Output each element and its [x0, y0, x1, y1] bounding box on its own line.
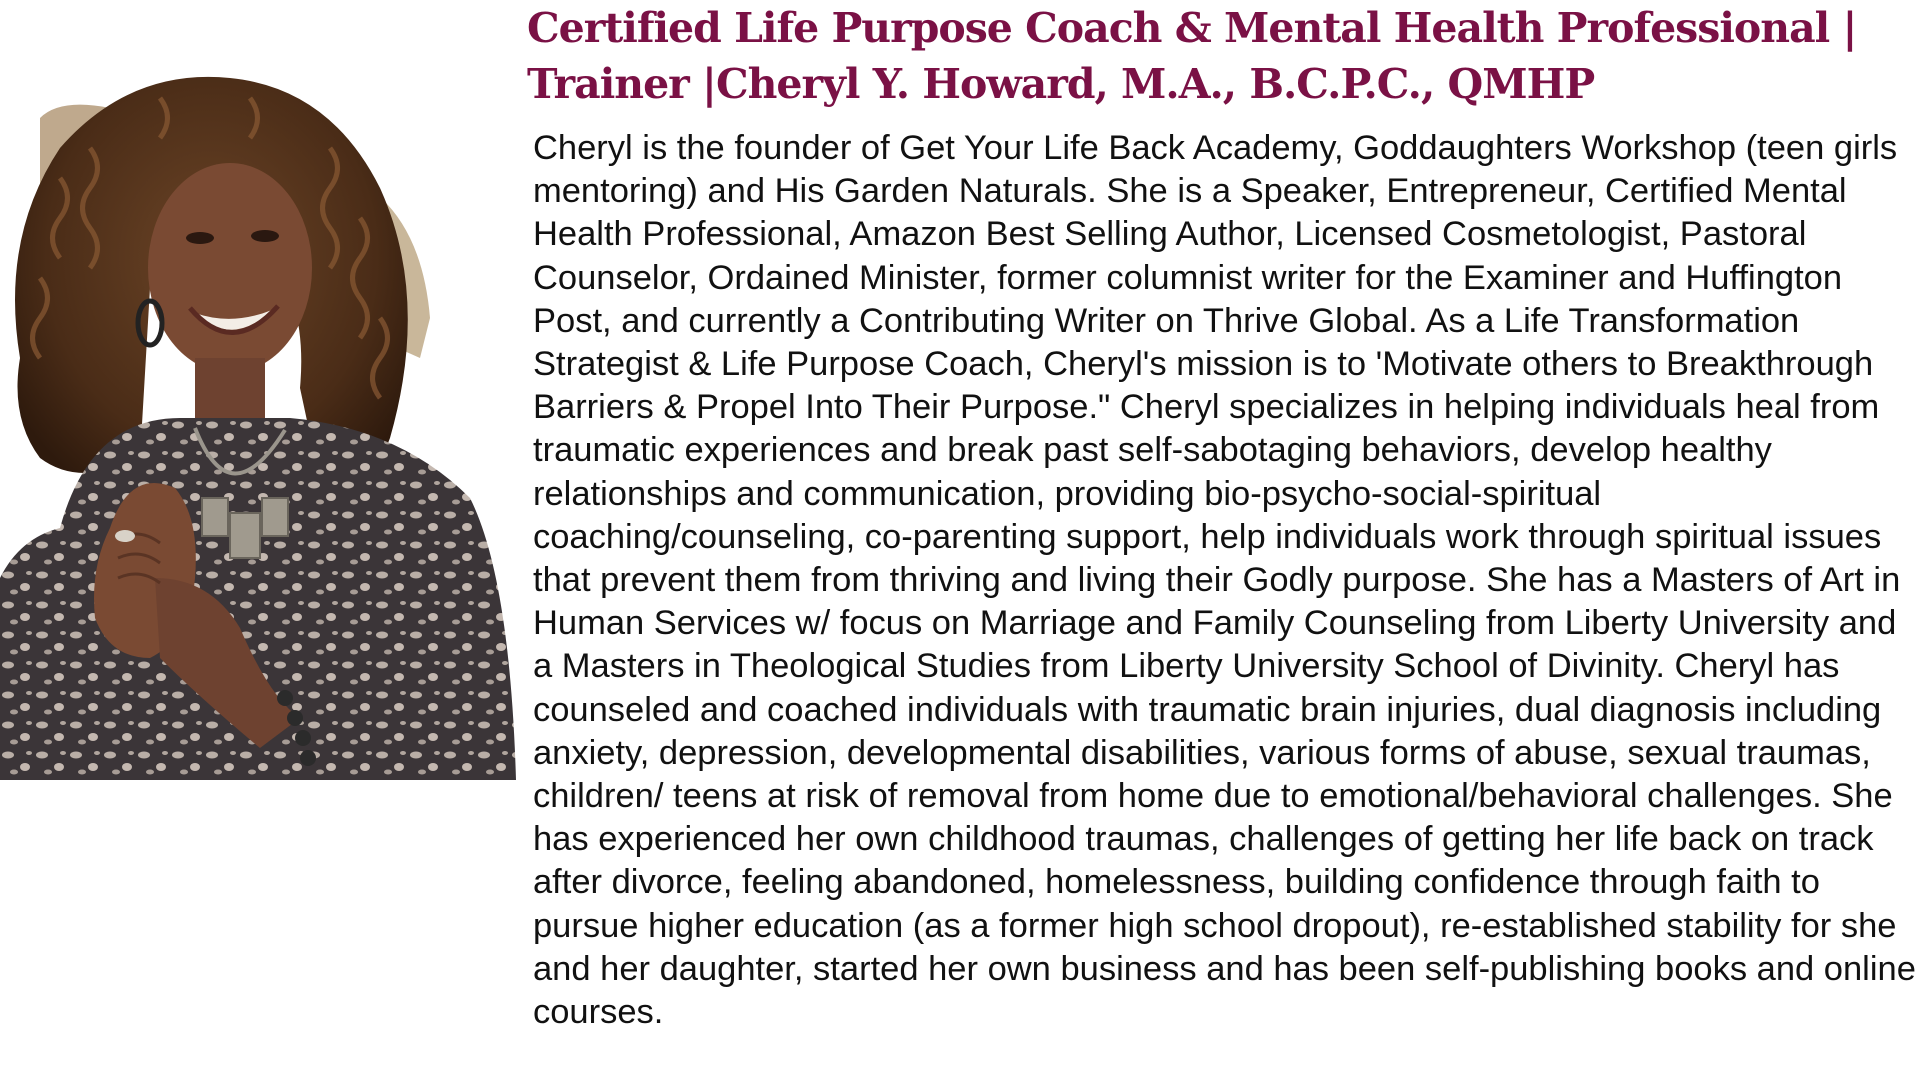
page-title — [527, 0, 1907, 112]
portrait-illustration — [0, 58, 516, 780]
bio-paragraph: Cheryl is the founder of Get Your Life Back Academy, Goddaughters Workshop (teen girls mentoring) and His Garden Naturals. She is a Speaker, Entrepreneur, Certified Mental Health Professional, Amazon Best Selling Author, Licensed Cosmetologist, Pastoral Counselor, Ordained Minister, former columnist writer for the Examiner and Huffington Post, and currently a Contributing Writer on Thrive Global. As a Life Transformation Strategist & Life Purpose Coach, Cheryl's mission is to 'Motivate others to Breakthrough Barriers & Propel Into Their Purpose." Cheryl specializes in helping individuals heal from traumatic experiences and break past self-sabotaging behaviors, develop healthy relationships and communication, providing bio-psycho-social-spiritual coaching/counseling, co-parenting support, help individuals work through spiritual issues that prevent them from thriving and living their Godly purpose. She has a Masters of Art in Human Services w/ focus on Marriage and Family Counseling from Liberty University and a Masters in Theological Studies from Liberty University School of Divinity. Cheryl has counseled and coached individuals with traumatic brain injuries, dual diagnosis including anxiety, depression, developmental disabilities, various forms of abuse, sexual traumas, children/ teens at risk of removal from home due to emotional/behavioral challenges. She has experienced her own childhood traumas, challenges of getting her life back on track after divorce, feeling abandoned, homelessness, building confidence through faith to pursue higher education (as a former high school dropout), re-established stability for she and her daughter, started her own business and has been self-publishing books and online courses. — [533, 129, 1916, 1032]
title-line-2: Trainer |Cheryl Y. Howard, M.A., B.C.P.C., QMHP — [527, 60, 1595, 108]
title-line-1: Certified Life Purpose Coach & Mental Health Professional | — [527, 4, 1857, 52]
portrait-photo — [0, 58, 516, 780]
